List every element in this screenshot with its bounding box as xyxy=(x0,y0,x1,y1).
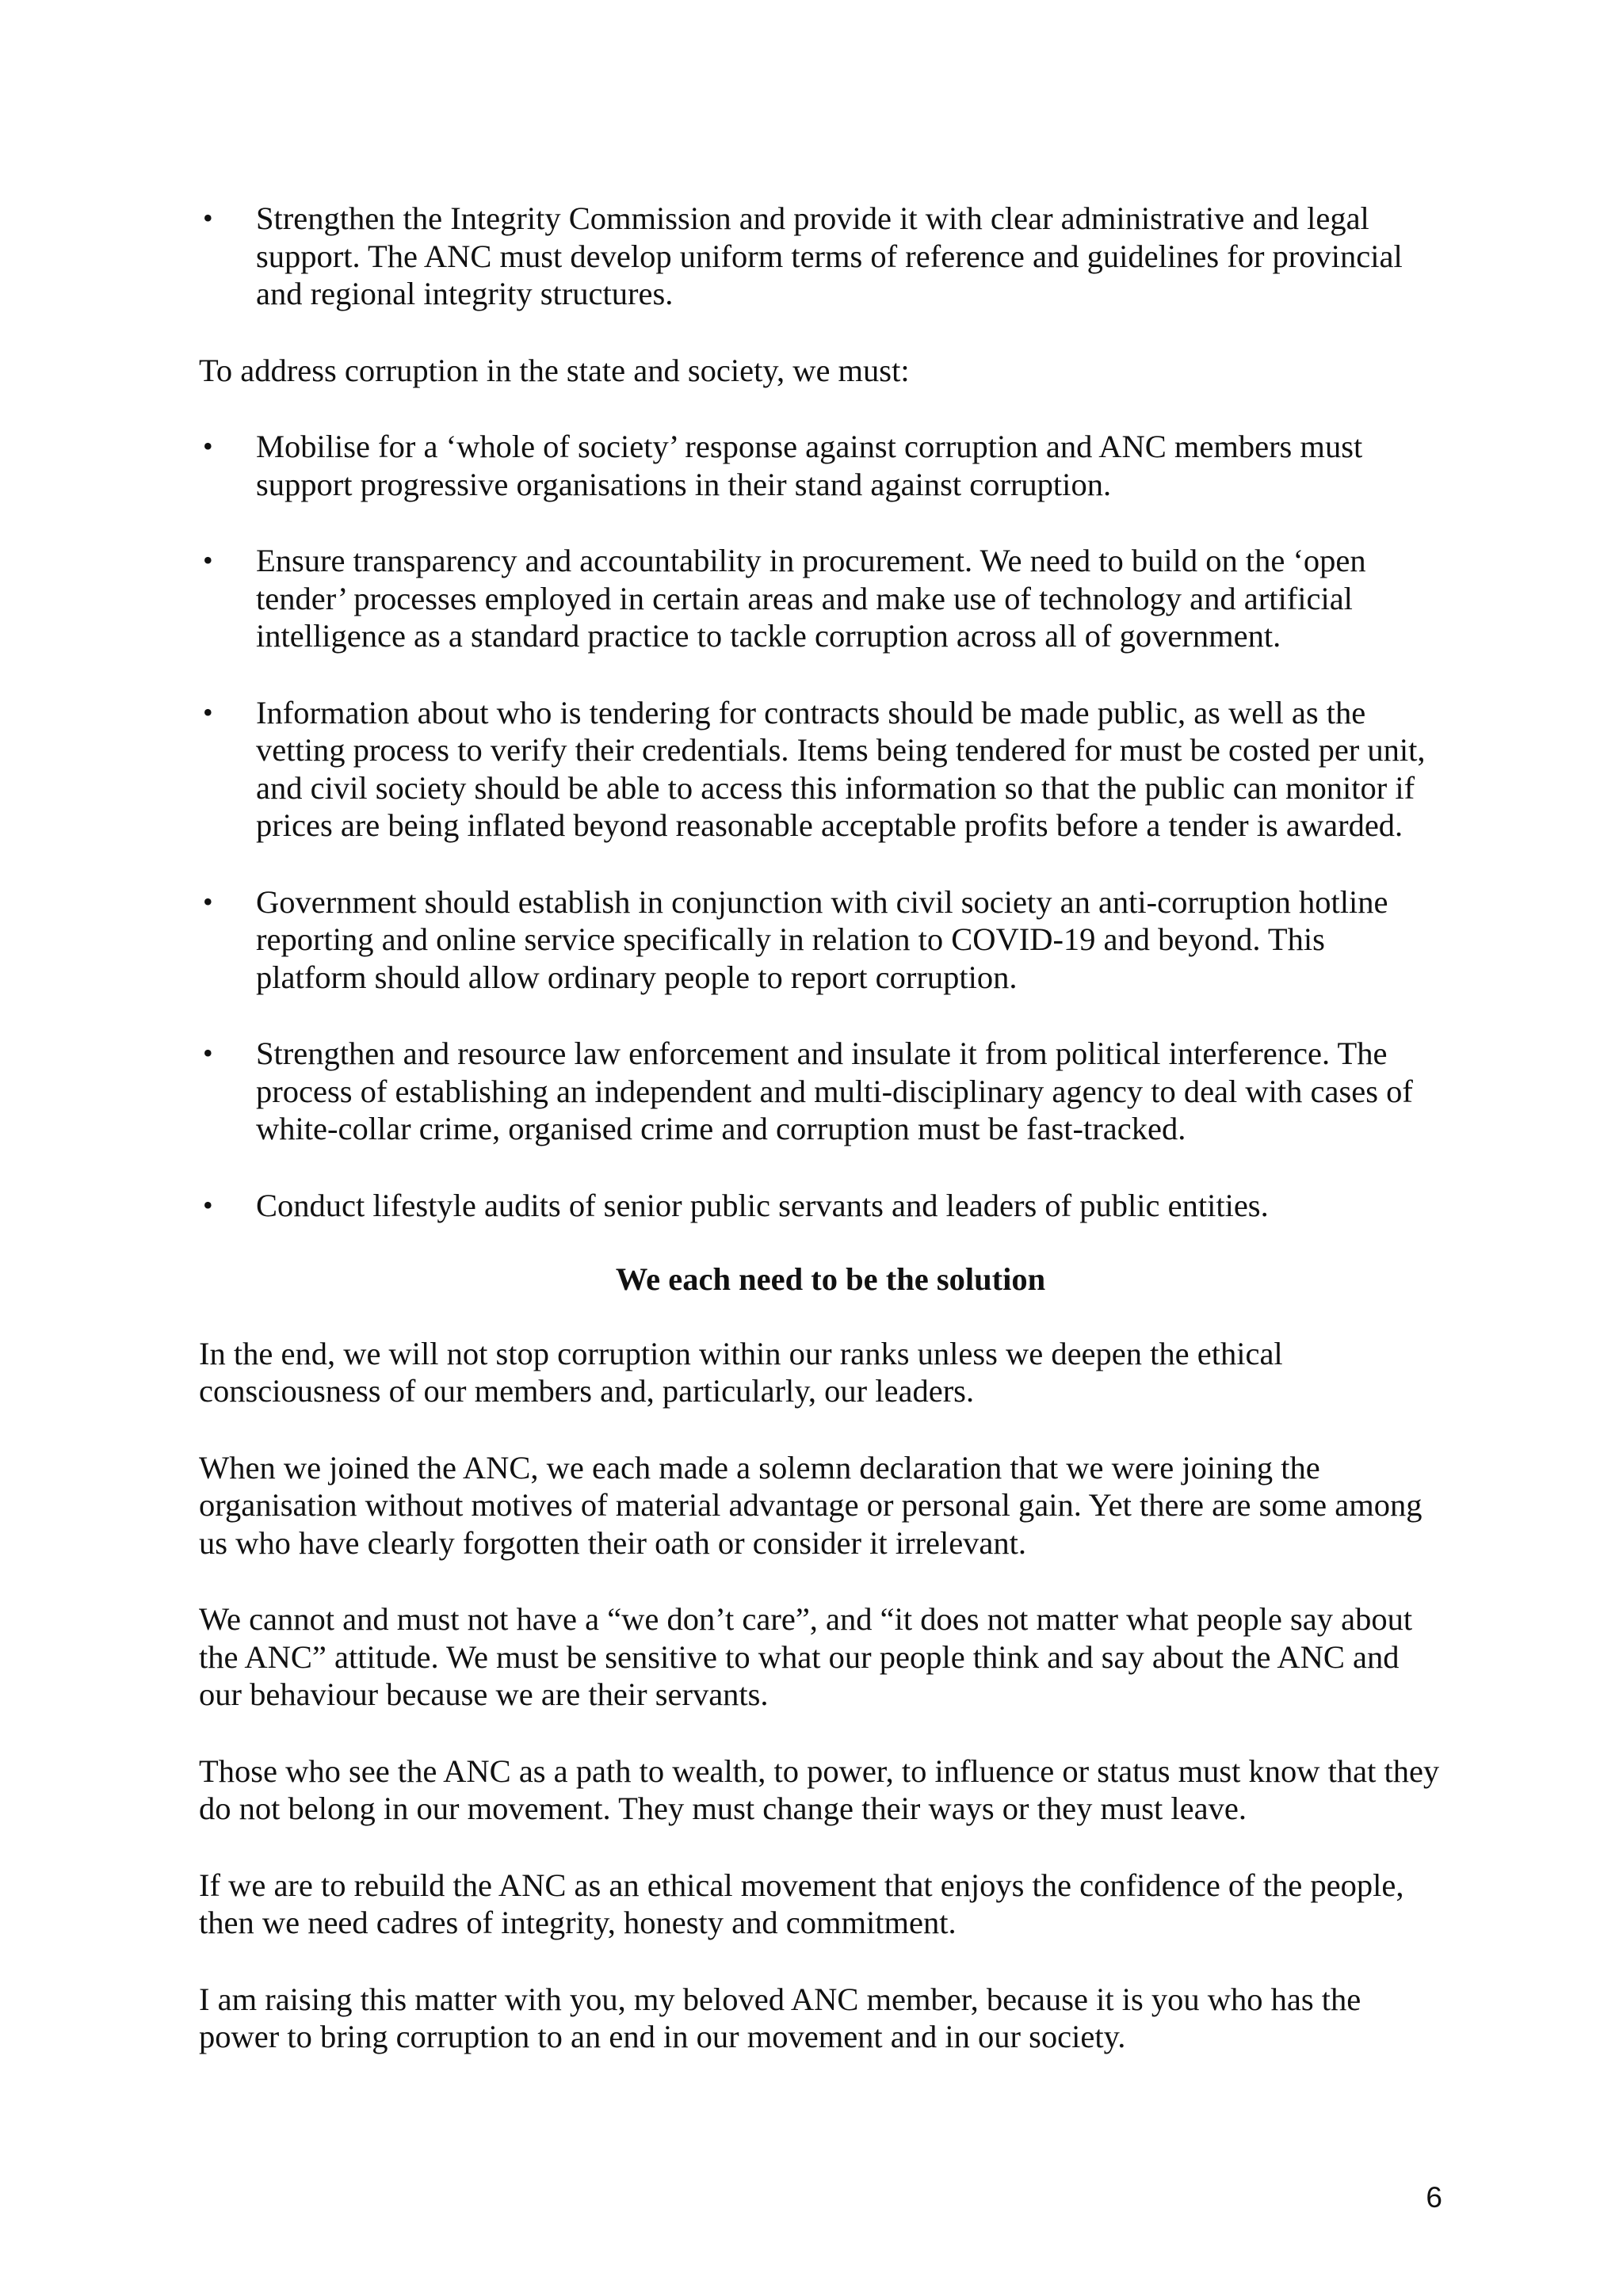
bullet-icon: • xyxy=(203,430,213,462)
bullet-item-lifestyle-audits xyxy=(199,1187,1443,1225)
paragraph: I am raising this matter with you, my beloved ANC member, because it is you who has the power to bring corruption to an end in our movement and in our society. xyxy=(199,1981,1361,2054)
bullet-item-hotline xyxy=(199,883,1443,997)
section-heading: We each need to be the solution xyxy=(615,1261,1046,1297)
paragraph: We cannot and must not have a “we don’t care”, and “it does not matter what people say about the ANC” attitude. We must be sensitive to what our people think and say about the ANC and our behaviour because we are their servants. xyxy=(199,1601,1413,1712)
document-body xyxy=(199,200,1443,2056)
bullet-text: Strengthen the Integrity Commission and provide it with clear administrative and legal support. The ANC must develop uniform terms of reference and guidelines for provincial and regional integrity structures. xyxy=(256,200,1403,311)
paragraph: When we joined the ANC, we each made a solemn declaration that we were joining the organisation without motives of material advantage or personal gain. Yet there are some among us who have clearly forgotten their oath or consider it irrelevant. xyxy=(199,1449,1423,1561)
bullet-item-procurement xyxy=(199,542,1443,655)
paragraph: If we are to rebuild the ANC as an ethical movement that enjoys the confidence of the people, then we need cadres of integrity, honesty and commitment. xyxy=(199,1867,1404,1940)
intro-paragraph: To address corruption in the state and society, we must: xyxy=(199,352,910,388)
bullet-icon: • xyxy=(203,696,213,728)
bullet-icon: • xyxy=(203,202,213,234)
paragraph: Those who see the ANC as a path to wealth, to power, to influence or status must know that they do not belong in our movement. They must change their ways or they must leave. xyxy=(199,1753,1440,1826)
bullet-icon: • xyxy=(203,544,213,576)
bullet-item-tender-information xyxy=(199,694,1443,845)
page-number: 6 xyxy=(1426,2181,1442,2214)
bullet-text: Information about who is tendering for contracts should be made public, as well as the vetting process to verify their credentials. Items being tendered for must be costed per unit, and civil society should be able to access this information so that the public can monitor if prices are being inflated beyond reasonable acceptable profits before a tender is awarded. xyxy=(256,694,1426,843)
bullet-text: Conduct lifestyle audits of senior public servants and leaders of public entities. xyxy=(256,1187,1269,1223)
paragraph: In the end, we will not stop corruption within our ranks unless we deepen the ethical consciousness of our members and, particularly, our leaders. xyxy=(199,1335,1283,1409)
bullet-text: Ensure transparency and accountability in procurement. We need to build on the ‘open tender’ processes employed in certain areas and make use of technology and artificial intelligence as a standard practice to tackle corruption across all of government. xyxy=(256,543,1366,654)
bullet-text: Strengthen and resource law enforcement and insulate it from political interference. The process of establishing an independent and multi-disciplinary agency to deal with cases of white-collar crime, organised crime and corruption must be fast-tracked. xyxy=(256,1035,1413,1146)
bullet-text: Mobilise for a ‘whole of society’ response against corruption and ANC members must support progressive organisations in their stand against corruption. xyxy=(256,429,1363,502)
bullet-icon: • xyxy=(203,1188,213,1221)
bullet-item-integrity-commission xyxy=(199,200,1443,313)
bullet-icon: • xyxy=(203,1037,213,1069)
bullet-item-law-enforcement xyxy=(199,1035,1443,1148)
bullet-item-whole-of-society xyxy=(199,428,1443,503)
bullet-icon: • xyxy=(203,885,213,917)
bullet-text: Government should establish in conjunction with civil society an anti-corruption hotline reporting and online service specifically in relation to COVID-19 and beyond. This platform should allow ordinary people to report corruption. xyxy=(256,883,1388,995)
